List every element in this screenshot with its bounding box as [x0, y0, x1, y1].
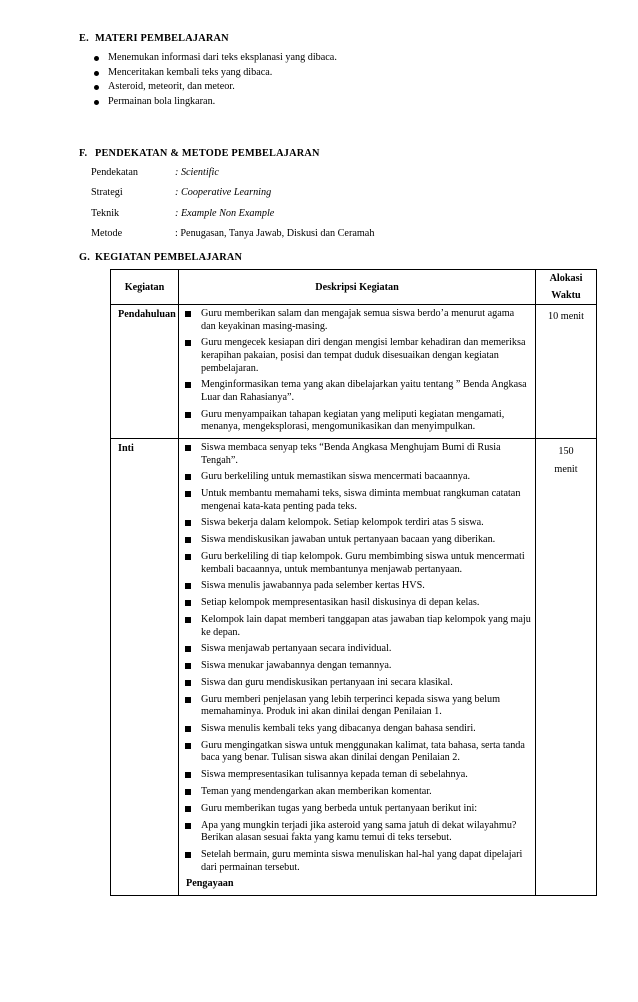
square-bullet-icon: [185, 697, 191, 703]
square-bullet-icon: [185, 340, 191, 346]
item-text: Siswa menjawab pertanyaan secara individual.: [201, 643, 392, 655]
section-e-letter: E.: [79, 33, 89, 44]
square-bullet-icon: [185, 491, 191, 497]
materi-item-text: Menceritakan kembali teks yang dibaca.: [108, 66, 273, 78]
list-item: [183, 551, 531, 576]
bullet-icon: [94, 85, 99, 90]
list-item: [183, 849, 531, 874]
list-item: [183, 337, 531, 375]
kegiatan-table: [110, 269, 597, 896]
item-text: Guru memberikan tugas yang berbeda untuk pertanyaan berikut ini:: [201, 802, 478, 814]
section-f-title: PENDEKATAN & METODE PEMBELAJARAN: [95, 148, 320, 159]
item-text: Guru berkeliling di tiap kelompok. Guru membimbing siswa untuk mencermati kembali bacaannya, untuk membantunya menjawab pertanyaan.: [201, 551, 525, 575]
list-item: [183, 660, 531, 673]
materi-item-text: Menemukan informasi dari teks eksplanasi yang dibaca.: [108, 52, 337, 63]
list-item: [183, 409, 531, 434]
item-text: Setelah bermain, guru meminta siswa menuliskan hal-hal yang dapat dipelajari dari permainan tersebut.: [201, 848, 523, 873]
item-text: Siswa dan guru mendiskusikan pertanyaan ini secara klasikal.: [201, 676, 453, 688]
list-item: [183, 769, 531, 782]
list-item: [183, 442, 531, 467]
bullet-icon: [94, 56, 99, 61]
phase-inti: Inti: [111, 438, 179, 895]
waktu-inti: [536, 438, 597, 895]
item-text: Guru memberi penjelasan yang lebih terperinci kepada siswa yang belum memahaminya. Produk ini akan dinilai dengan Penilaian 1.: [201, 693, 501, 718]
square-bullet-icon: [185, 445, 191, 451]
item-text: Guru memberikan salam dan mengajak semua siswa berdo’a menurut agama dan keyakinan masing-masing.: [201, 308, 515, 332]
item-text: Setiap kelompok mempresentasikan hasil diskusinya di depan kelas.: [201, 597, 480, 609]
item-text: Menginformasikan tema yang akan dibelajarkan yaitu tentang ” Benda Angkasa Luar dan Rahasianya”.: [201, 379, 527, 403]
square-bullet-icon: [185, 520, 191, 526]
bullet-icon: [94, 100, 99, 105]
square-bullet-icon: [185, 663, 191, 669]
item-text: Siswa mendiskusikan jawaban untuk pertanyaan bacaan yang diberikan.: [201, 534, 496, 546]
list-item: [183, 723, 531, 736]
square-bullet-icon: [185, 680, 191, 686]
table-row-pendahuluan: [111, 305, 597, 439]
list-item: [183, 820, 531, 845]
item-text: Untuk membantu memahami teks, siswa diminta membuat rangkuman catatan mengenai kata-kata penting pada teks.: [201, 488, 521, 512]
header-alokasi: [536, 270, 597, 305]
bullet-icon: [94, 71, 99, 76]
waktu-pendahuluan: 10 menit: [536, 305, 597, 439]
section-f-letter: F.: [79, 148, 88, 159]
square-bullet-icon: [185, 583, 191, 589]
materi-item-text: Permainan bola lingkaran.: [108, 96, 216, 108]
square-bullet-icon: [185, 646, 191, 652]
square-bullet-icon: [185, 412, 191, 418]
pengayaan-label: Pengayaan: [186, 878, 234, 890]
list-item: [183, 597, 531, 610]
list-item: [183, 677, 531, 690]
list-item: [183, 614, 531, 639]
item-text: Guru berkeliling untuk memastikan siswa mencermati bacaannya.: [201, 471, 471, 483]
materi-item: [92, 95, 337, 110]
materi-item-text: Asteroid, meteorit, dan meteor.: [108, 81, 235, 93]
list-item: [183, 803, 531, 816]
section-f-heading: [79, 148, 320, 159]
inti-items: [179, 438, 536, 895]
materi-item: [92, 66, 337, 81]
item-text: Kelompok lain dapat memberi tanggapan atas jawaban tiap kelompok yang maju ke depan.: [201, 613, 531, 638]
table-header-row: [111, 270, 597, 305]
square-bullet-icon: [185, 617, 191, 623]
list-item: [183, 740, 531, 765]
header-kegiatan: Kegiatan: [111, 270, 179, 305]
square-bullet-icon: [185, 600, 191, 606]
square-bullet-icon: [185, 772, 191, 778]
row-key: Pendekatan: [91, 167, 138, 178]
square-bullet-icon: [185, 537, 191, 543]
item-text: Guru mengecek kesiapan diri dengan mengisi lembar kehadiran dan memeriksa kerapihan pakaian, posisi dan tempat duduk disesuaikan dengan kegiatan pembelajaran.: [201, 337, 526, 374]
item-text: Siswa menulis kembali teks yang dibacanya dengan bahasa sendiri.: [201, 723, 476, 735]
list-item: [183, 580, 531, 593]
item-text: Siswa mempresentasikan tulisannya kepada teman di sebelahnya.: [201, 769, 468, 781]
square-bullet-icon: [185, 852, 191, 858]
list-item: [183, 488, 531, 513]
list-item: [183, 534, 531, 547]
list-item: [183, 786, 531, 799]
header-alokasi-1: Alokasi: [549, 273, 583, 284]
square-bullet-icon: [185, 554, 191, 560]
list-item: [183, 379, 531, 404]
square-bullet-icon: [185, 311, 191, 317]
row-key: Teknik: [91, 207, 120, 219]
item-text: Siswa menulis jawabannya pada selember kertas HVS.: [201, 580, 425, 592]
section-g-letter: G.: [79, 252, 90, 263]
item-text: Guru menyampaikan tahapan kegiatan yang meliputi kegiatan mengamati, menanya, mengeksplorasi, mengomunikasikan dan menyimpulkan.: [201, 408, 505, 433]
section-g-title: KEGIATAN PEMBELAJARAN: [95, 252, 243, 263]
list-item: [183, 694, 531, 719]
pendahuluan-items: [179, 305, 536, 439]
header-alokasi-2: Waktu: [551, 290, 581, 301]
row-key: Strategi: [91, 187, 123, 199]
section-g-heading: [79, 252, 242, 263]
square-bullet-icon: [185, 474, 191, 480]
waktu-inti-2: menit: [554, 463, 578, 475]
square-bullet-icon: [185, 382, 191, 388]
square-bullet-icon: [185, 789, 191, 795]
materi-list: [92, 51, 337, 110]
list-item: [183, 643, 531, 656]
materi-item: [92, 80, 337, 95]
header-deskripsi: Deskripsi Kegiatan: [179, 270, 536, 305]
item-text: Guru mengingatkan siswa untuk menggunakan kalimat, tata bahasa, serta tanda baca yang benar. Tulisan siswa akan dinilai dengan Penilaian 2.: [201, 739, 525, 764]
item-text: Siswa membaca senyap teks “Benda Angkasa Menghujam Bumi di Rusia Tengah”.: [201, 441, 501, 466]
square-bullet-icon: [185, 823, 191, 829]
row-value: : Scientific: [175, 167, 219, 178]
square-bullet-icon: [185, 726, 191, 732]
materi-item: [92, 51, 337, 66]
row-value: : Penugasan, Tanya Jawab, Diskusi dan Ceramah: [175, 227, 375, 239]
waktu-inti-1: 150: [558, 445, 574, 457]
list-item: [183, 517, 531, 530]
list-item: [183, 471, 531, 484]
section-e-title: MATERI PEMBELAJARAN: [95, 33, 229, 44]
table-row-inti: [111, 438, 597, 895]
square-bullet-icon: [185, 806, 191, 812]
section-e-heading: [79, 33, 229, 44]
item-text: Teman yang mendengarkan akan memberikan komentar.: [201, 785, 432, 797]
row-value: : Example Non Example: [175, 207, 275, 219]
item-text: Siswa menukar jawabannya dengan temannya.: [201, 660, 392, 672]
row-value: : Cooperative Learning: [175, 187, 272, 199]
row-key: Metode: [91, 227, 123, 239]
item-text: Siswa bekerja dalam kelompok. Setiap kelompok terdiri atas 5 siswa.: [201, 517, 484, 529]
list-item: [183, 308, 531, 333]
item-text: Apa yang mungkin terjadi jika asteroid yang sama jatuh di dekat wilayahmu? Berikan alasan sesuai fakta yang kamu temui di teks tersebut.: [201, 819, 517, 844]
phase-pendahuluan: Pendahuluan: [111, 305, 179, 439]
square-bullet-icon: [185, 743, 191, 749]
